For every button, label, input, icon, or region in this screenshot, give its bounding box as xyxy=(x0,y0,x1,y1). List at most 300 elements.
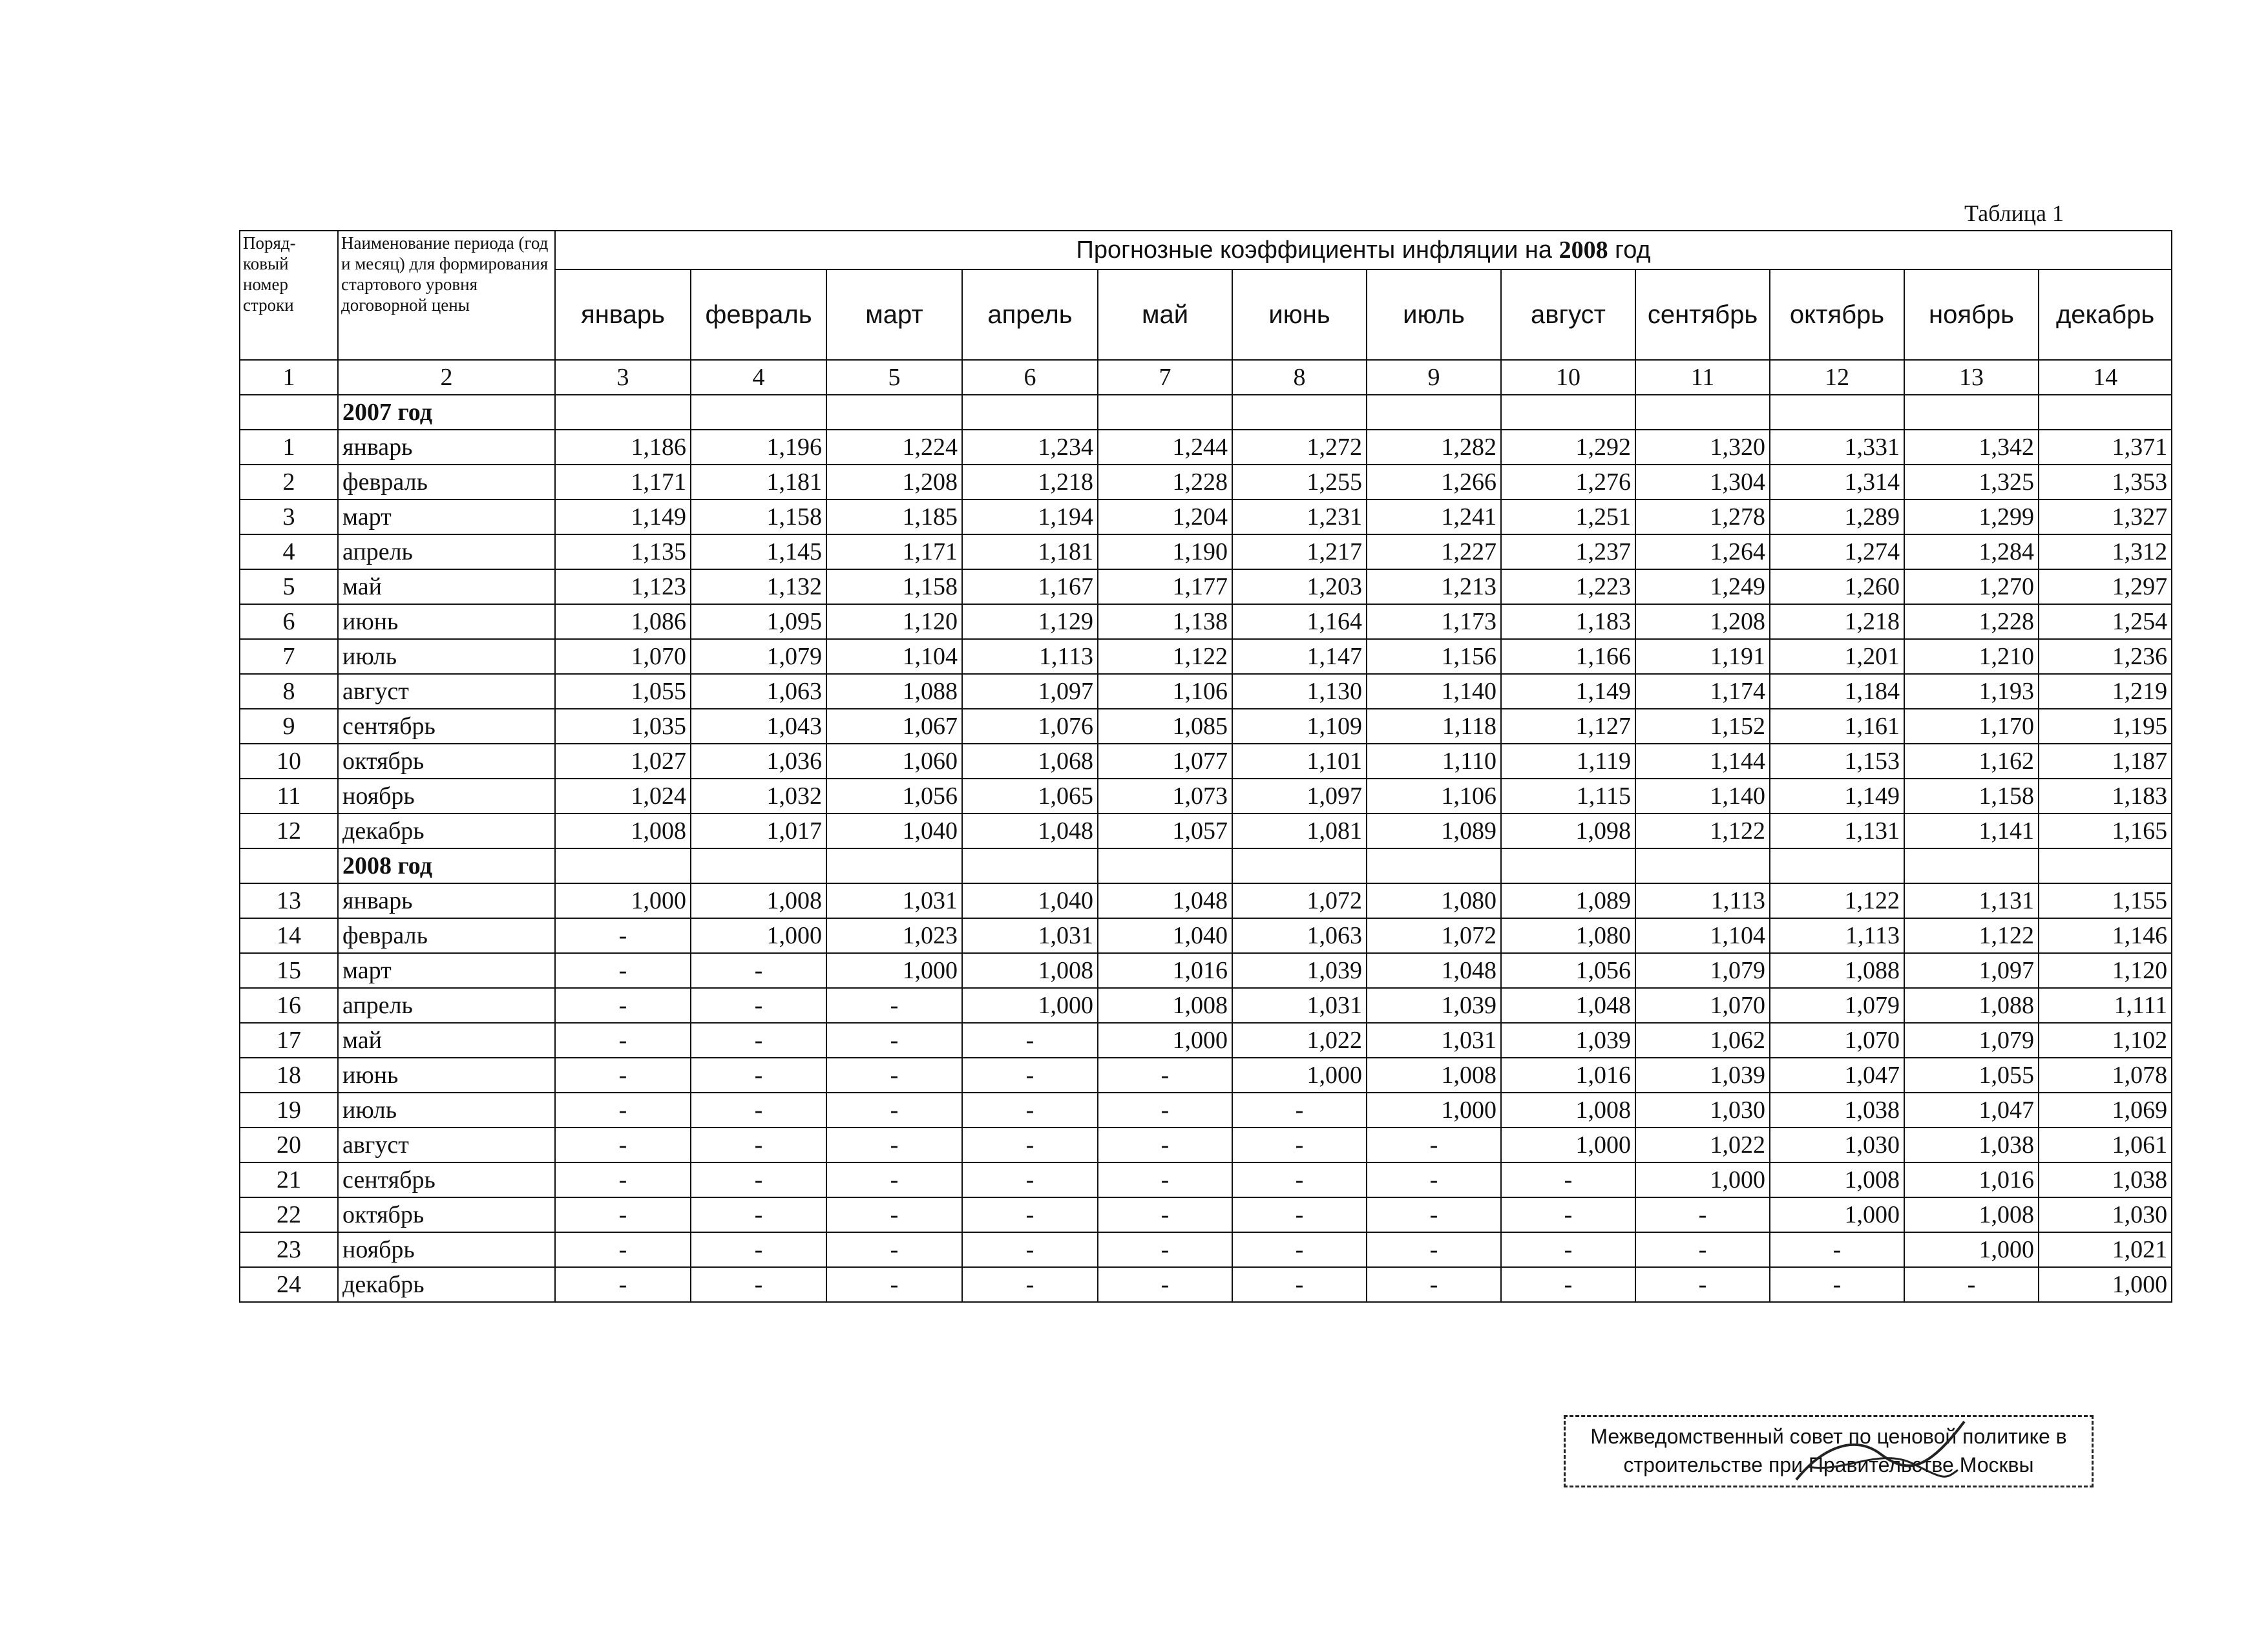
coefficient-cell: 1,244 xyxy=(1098,430,1232,465)
coefficient-cell: 1,141 xyxy=(1904,814,2039,848)
coefficient-cell: 1,031 xyxy=(1367,1023,1501,1058)
coefficient-cell: - xyxy=(691,1197,826,1232)
coefficient-cell: - xyxy=(1904,1267,2039,1302)
coefficient-cell: 1,181 xyxy=(691,465,826,499)
header-group-year: 2008 xyxy=(1559,236,1608,264)
row-number: 17 xyxy=(240,1023,338,1058)
coefficient-cell: 1,122 xyxy=(1770,883,1904,918)
year-row-empty xyxy=(1635,395,1770,430)
coefficient-cell: 1,223 xyxy=(1501,569,1635,604)
coefficient-cell: 1,040 xyxy=(1098,918,1232,953)
coefficient-cell: 1,155 xyxy=(2039,883,2172,918)
coefficient-cell: 1,023 xyxy=(826,918,962,953)
coefficient-cell: - xyxy=(962,1162,1098,1197)
coefficient-cell: 1,035 xyxy=(555,709,691,744)
column-index-10: 10 xyxy=(1501,360,1635,395)
coefficient-cell: - xyxy=(691,1128,826,1162)
row-period: август xyxy=(338,1128,555,1162)
inflation-coefficients-table xyxy=(239,230,2172,1303)
coefficient-cell: 1,177 xyxy=(1098,569,1232,604)
coefficient-cell: 1,016 xyxy=(1904,1162,2039,1197)
coefficient-cell: 1,201 xyxy=(1770,639,1904,674)
coefficient-cell: 1,039 xyxy=(1232,953,1367,988)
coefficient-cell: 1,070 xyxy=(1770,1023,1904,1058)
row-number: 20 xyxy=(240,1128,338,1162)
coefficient-cell: - xyxy=(962,1232,1098,1267)
coefficient-cell: 1,048 xyxy=(1501,988,1635,1023)
coefficient-cell: 1,185 xyxy=(826,499,962,534)
table-row xyxy=(240,1197,2172,1232)
coefficient-cell: - xyxy=(1501,1232,1635,1267)
coefficient-cell: 1,008 xyxy=(691,883,826,918)
coefficient-cell: - xyxy=(555,918,691,953)
coefficient-cell: 1,056 xyxy=(1501,953,1635,988)
coefficient-cell: 1,187 xyxy=(2039,744,2172,779)
table-row xyxy=(240,1093,2172,1128)
coefficient-cell: 1,274 xyxy=(1770,534,1904,569)
coefficient-cell: - xyxy=(691,1232,826,1267)
coefficient-cell: 1,073 xyxy=(1098,779,1232,814)
coefficient-cell: 1,140 xyxy=(1635,779,1770,814)
row-period: апрель xyxy=(338,534,555,569)
coefficient-cell: 1,060 xyxy=(826,744,962,779)
coefficient-cell: 1,008 xyxy=(1904,1197,2039,1232)
header-month-1: январь xyxy=(555,269,691,360)
column-index-9: 9 xyxy=(1367,360,1501,395)
coefficient-cell: - xyxy=(1635,1267,1770,1302)
header-month-7: июль xyxy=(1367,269,1501,360)
row-period: май xyxy=(338,1023,555,1058)
coefficient-cell: 1,000 xyxy=(1098,1023,1232,1058)
row-number: 9 xyxy=(240,709,338,744)
year-row-empty xyxy=(1635,848,1770,883)
coefficient-cell: 1,030 xyxy=(1770,1128,1904,1162)
coefficient-cell: 1,113 xyxy=(962,639,1098,674)
coefficient-cell: 1,067 xyxy=(826,709,962,744)
coefficient-cell: 1,120 xyxy=(2039,953,2172,988)
column-index-1: 1 xyxy=(240,360,338,395)
coefficient-cell: 1,264 xyxy=(1635,534,1770,569)
coefficient-cell: 1,104 xyxy=(826,639,962,674)
row-number: 23 xyxy=(240,1232,338,1267)
coefficient-cell: 1,039 xyxy=(1501,1023,1635,1058)
coefficient-cell: 1,055 xyxy=(555,674,691,709)
coefficient-cell: 1,085 xyxy=(1098,709,1232,744)
header-group-prefix: Прогнозные коэффициенты инфляции на xyxy=(1076,236,1553,264)
coefficient-cell: 1,008 xyxy=(1367,1058,1501,1093)
table-row xyxy=(240,1162,2172,1197)
coefficient-cell: - xyxy=(1232,1267,1367,1302)
table-row xyxy=(240,1232,2172,1267)
coefficient-cell: - xyxy=(1367,1267,1501,1302)
row-number: 24 xyxy=(240,1267,338,1302)
row-period: октябрь xyxy=(338,744,555,779)
coefficient-cell: - xyxy=(1098,1232,1232,1267)
coefficient-cell: 1,016 xyxy=(1501,1058,1635,1093)
coefficient-cell: 1,061 xyxy=(2039,1128,2172,1162)
coefficient-cell: 1,144 xyxy=(1635,744,1770,779)
coefficient-cell: 1,167 xyxy=(962,569,1098,604)
row-number: 3 xyxy=(240,499,338,534)
row-period: ноябрь xyxy=(338,1232,555,1267)
year-row-empty xyxy=(691,395,826,430)
coefficient-cell: - xyxy=(555,1093,691,1128)
coefficient-cell: 1,038 xyxy=(1770,1093,1904,1128)
coefficient-cell: 1,097 xyxy=(1232,779,1367,814)
table-row xyxy=(240,779,2172,814)
year-row-empty xyxy=(962,848,1098,883)
coefficient-cell: 1,056 xyxy=(826,779,962,814)
year-row-empty xyxy=(555,848,691,883)
table-row xyxy=(240,1023,2172,1058)
coefficient-cell: 1,158 xyxy=(1904,779,2039,814)
coefficient-cell: 1,149 xyxy=(1501,674,1635,709)
coefficient-cell: - xyxy=(555,953,691,988)
coefficient-cell: 1,106 xyxy=(1367,779,1501,814)
coefficient-cell: 1,080 xyxy=(1501,918,1635,953)
coefficient-cell: 1,266 xyxy=(1367,465,1501,499)
coefficient-cell: 1,227 xyxy=(1367,534,1501,569)
year-row-empty xyxy=(1501,848,1635,883)
table-row xyxy=(240,918,2172,953)
coefficient-cell: 1,008 xyxy=(1098,988,1232,1023)
coefficient-cell: - xyxy=(555,1232,691,1267)
coefficient-cell: 1,325 xyxy=(1904,465,2039,499)
header-month-5: май xyxy=(1098,269,1232,360)
coefficient-cell: 1,040 xyxy=(826,814,962,848)
row-number: 4 xyxy=(240,534,338,569)
coefficient-cell: 1,119 xyxy=(1501,744,1635,779)
coefficient-cell: 1,000 xyxy=(2039,1267,2172,1302)
coefficient-cell: - xyxy=(1098,1197,1232,1232)
coefficient-cell: 1,089 xyxy=(1501,883,1635,918)
coefficient-cell: 1,065 xyxy=(962,779,1098,814)
column-index-5: 5 xyxy=(826,360,962,395)
coefficient-cell: 1,203 xyxy=(1232,569,1367,604)
year-row-empty xyxy=(1367,395,1501,430)
coefficient-cell: - xyxy=(555,988,691,1023)
coefficient-cell: 1,145 xyxy=(691,534,826,569)
coefficient-cell: 1,079 xyxy=(1904,1023,2039,1058)
coefficient-cell: - xyxy=(1098,1093,1232,1128)
coefficient-cell: - xyxy=(1501,1197,1635,1232)
coefficient-cell: 1,204 xyxy=(1098,499,1232,534)
coefficient-cell: 1,078 xyxy=(2039,1058,2172,1093)
coefficient-cell: 1,327 xyxy=(2039,499,2172,534)
coefficient-cell: - xyxy=(962,1267,1098,1302)
header-row-number: Поряд-ковый номер строки xyxy=(240,231,338,360)
coefficient-cell: - xyxy=(1501,1267,1635,1302)
row-period: январь xyxy=(338,430,555,465)
row-period: август xyxy=(338,674,555,709)
table-row xyxy=(240,1128,2172,1162)
table-row xyxy=(240,465,2172,499)
table-row xyxy=(240,883,2172,918)
coefficient-cell: 1,036 xyxy=(691,744,826,779)
coefficient-cell: 1,069 xyxy=(2039,1093,2172,1128)
coefficient-cell: 1,130 xyxy=(1232,674,1367,709)
coefficient-cell: 1,270 xyxy=(1904,569,2039,604)
header-month-9: сентябрь xyxy=(1635,269,1770,360)
coefficient-cell: 1,181 xyxy=(962,534,1098,569)
coefficient-cell: 1,284 xyxy=(1904,534,2039,569)
coefficient-cell: 1,039 xyxy=(1635,1058,1770,1093)
coefficient-cell: 1,278 xyxy=(1635,499,1770,534)
coefficient-cell: - xyxy=(691,1267,826,1302)
row-period: март xyxy=(338,953,555,988)
coefficient-cell: 1,138 xyxy=(1098,604,1232,639)
year-section-row xyxy=(240,395,2172,430)
table-row xyxy=(240,709,2172,744)
year-row-empty xyxy=(1098,395,1232,430)
coefficient-cell: 1,115 xyxy=(1501,779,1635,814)
coefficient-cell: 1,048 xyxy=(1098,883,1232,918)
header-period-name: Наименование периода (год и месяц) для формирования стартового уровня договорной цены xyxy=(338,231,555,360)
coefficient-cell: 1,017 xyxy=(691,814,826,848)
table-caption: Таблица 1 xyxy=(1964,200,2064,226)
coefficient-cell: 1,086 xyxy=(555,604,691,639)
coefficient-cell: 1,255 xyxy=(1232,465,1367,499)
row-number: 22 xyxy=(240,1197,338,1232)
coefficient-cell: - xyxy=(1232,1162,1367,1197)
row-number: 13 xyxy=(240,883,338,918)
column-index-8: 8 xyxy=(1232,360,1367,395)
coefficient-cell: 1,184 xyxy=(1770,674,1904,709)
coefficient-cell: 1,030 xyxy=(1635,1093,1770,1128)
table-row xyxy=(240,534,2172,569)
coefficient-cell: 1,152 xyxy=(1635,709,1770,744)
coefficient-cell: 1,217 xyxy=(1232,534,1367,569)
coefficient-cell: 1,249 xyxy=(1635,569,1770,604)
coefficient-cell: 1,038 xyxy=(1904,1128,2039,1162)
coefficient-cell: 1,047 xyxy=(1904,1093,2039,1128)
coefficient-cell: - xyxy=(1501,1162,1635,1197)
coefficient-cell: - xyxy=(826,1162,962,1197)
coefficient-cell: 1,088 xyxy=(1770,953,1904,988)
coefficient-cell: 1,282 xyxy=(1367,430,1501,465)
coefficient-cell: 1,190 xyxy=(1098,534,1232,569)
row-period: июнь xyxy=(338,1058,555,1093)
row-period: октябрь xyxy=(338,1197,555,1232)
coefficient-cell: - xyxy=(826,1267,962,1302)
coefficient-cell: 1,047 xyxy=(1770,1058,1904,1093)
coefficient-cell: 1,048 xyxy=(962,814,1098,848)
coefficient-cell: 1,038 xyxy=(2039,1162,2172,1197)
coefficient-cell: 1,070 xyxy=(1635,988,1770,1023)
table-row xyxy=(240,1267,2172,1302)
coefficient-cell: 1,234 xyxy=(962,430,1098,465)
coefficient-cell: 1,079 xyxy=(1635,953,1770,988)
coefficient-cell: 1,186 xyxy=(555,430,691,465)
row-period: июнь xyxy=(338,604,555,639)
header-group-suffix: год xyxy=(1615,236,1651,264)
coefficient-cell: 1,260 xyxy=(1770,569,1904,604)
year-row-empty xyxy=(1098,848,1232,883)
table-row xyxy=(240,1058,2172,1093)
row-period: июль xyxy=(338,639,555,674)
coefficient-cell: 1,342 xyxy=(1904,430,2039,465)
coefficient-cell: 1,195 xyxy=(2039,709,2172,744)
column-index-3: 3 xyxy=(555,360,691,395)
coefficient-cell: 1,000 xyxy=(555,883,691,918)
row-period: декабрь xyxy=(338,1267,555,1302)
signature-mark xyxy=(1783,1409,1977,1499)
coefficient-cell: 1,008 xyxy=(962,953,1098,988)
coefficient-cell: 1,118 xyxy=(1367,709,1501,744)
coefficient-cell: - xyxy=(1232,1093,1367,1128)
coefficient-cell: 1,000 xyxy=(1367,1093,1501,1128)
coefficient-cell: - xyxy=(826,1128,962,1162)
coefficient-cell: 1,122 xyxy=(1904,918,2039,953)
row-number: 19 xyxy=(240,1093,338,1128)
coefficient-cell: 1,331 xyxy=(1770,430,1904,465)
coefficient-cell: 1,314 xyxy=(1770,465,1904,499)
coefficient-cell: 1,030 xyxy=(2039,1197,2172,1232)
coefficient-cell: 1,072 xyxy=(1232,883,1367,918)
coefficient-cell: 1,251 xyxy=(1501,499,1635,534)
coefficient-cell: 1,149 xyxy=(1770,779,1904,814)
coefficient-cell: 1,208 xyxy=(1635,604,1770,639)
coefficient-cell: 1,158 xyxy=(691,499,826,534)
coefficient-cell: 1,081 xyxy=(1232,814,1367,848)
coefficient-cell: 1,194 xyxy=(962,499,1098,534)
coefficient-cell: 1,129 xyxy=(962,604,1098,639)
row-period: июль xyxy=(338,1093,555,1128)
coefficient-cell: 1,158 xyxy=(826,569,962,604)
coefficient-cell: - xyxy=(555,1058,691,1093)
coefficient-cell: 1,057 xyxy=(1098,814,1232,848)
coefficient-cell: 1,031 xyxy=(826,883,962,918)
row-number: 15 xyxy=(240,953,338,988)
coefficient-cell: 1,171 xyxy=(826,534,962,569)
coefficient-cell: 1,292 xyxy=(1501,430,1635,465)
coefficient-cell: 1,165 xyxy=(2039,814,2172,848)
coefficient-cell: 1,089 xyxy=(1367,814,1501,848)
year-section-row xyxy=(240,848,2172,883)
coefficient-cell: 1,079 xyxy=(691,639,826,674)
row-period: сентябрь xyxy=(338,1162,555,1197)
row-number: 14 xyxy=(240,918,338,953)
coefficient-cell: 1,040 xyxy=(962,883,1098,918)
coefficient-cell: 1,231 xyxy=(1232,499,1367,534)
coefficient-cell: - xyxy=(962,1058,1098,1093)
coefficient-cell: - xyxy=(1367,1128,1501,1162)
table-row xyxy=(240,639,2172,674)
coefficient-cell: 1,173 xyxy=(1367,604,1501,639)
table-row xyxy=(240,430,2172,465)
header-month-10: октябрь xyxy=(1770,269,1904,360)
coefficient-cell: 1,113 xyxy=(1770,918,1904,953)
row-number: 18 xyxy=(240,1058,338,1093)
coefficient-cell: 1,170 xyxy=(1904,709,2039,744)
coefficient-cell: - xyxy=(826,1058,962,1093)
coefficient-cell: 1,120 xyxy=(826,604,962,639)
coefficient-cell: 1,024 xyxy=(555,779,691,814)
coefficient-cell: - xyxy=(826,988,962,1023)
column-index-4: 4 xyxy=(691,360,826,395)
coefficient-cell: - xyxy=(555,1128,691,1162)
row-number: 16 xyxy=(240,988,338,1023)
coefficient-cell: 1,021 xyxy=(2039,1232,2172,1267)
row-period: январь xyxy=(338,883,555,918)
stamp-line-1: Межведомственный совет по ценовой политике в xyxy=(1590,1425,2067,1448)
coefficient-cell: 1,228 xyxy=(1098,465,1232,499)
header-month-12: декабрь xyxy=(2039,269,2172,360)
coefficient-cell: - xyxy=(1635,1197,1770,1232)
row-number: 12 xyxy=(240,814,338,848)
coefficient-cell: - xyxy=(1367,1162,1501,1197)
coefficient-cell: 1,070 xyxy=(555,639,691,674)
row-period: ноябрь xyxy=(338,779,555,814)
year-row-empty xyxy=(1501,395,1635,430)
coefficient-cell: 1,008 xyxy=(1770,1162,1904,1197)
row-period: февраль xyxy=(338,918,555,953)
coefficient-cell: - xyxy=(1367,1197,1501,1232)
coefficient-cell: 1,123 xyxy=(555,569,691,604)
row-period: май xyxy=(338,569,555,604)
coefficient-cell: 1,077 xyxy=(1098,744,1232,779)
row-period: апрель xyxy=(338,988,555,1023)
coefficient-cell: 1,088 xyxy=(826,674,962,709)
coefficient-cell: 1,219 xyxy=(2039,674,2172,709)
coefficient-cell: - xyxy=(1098,1058,1232,1093)
coefficient-cell: 1,183 xyxy=(2039,779,2172,814)
coefficient-cell: - xyxy=(1770,1232,1904,1267)
coefficient-cell: 1,031 xyxy=(962,918,1098,953)
coefficient-cell: - xyxy=(691,988,826,1023)
coefficient-cell: 1,193 xyxy=(1904,674,2039,709)
coefficient-cell: 1,022 xyxy=(1232,1023,1367,1058)
table-row xyxy=(240,604,2172,639)
row-number: 5 xyxy=(240,569,338,604)
coefficient-cell: - xyxy=(962,1128,1098,1162)
coefficient-cell: 1,000 xyxy=(1232,1058,1367,1093)
coefficient-cell: 1,312 xyxy=(2039,534,2172,569)
table-row xyxy=(240,953,2172,988)
coefficient-cell: 1,208 xyxy=(826,465,962,499)
coefficient-cell: 1,101 xyxy=(1232,744,1367,779)
coefficient-cell: 1,174 xyxy=(1635,674,1770,709)
coefficient-cell: - xyxy=(1367,1232,1501,1267)
year-row-empty xyxy=(826,848,962,883)
year-row-empty xyxy=(962,395,1098,430)
coefficient-cell: - xyxy=(555,1267,691,1302)
row-number: 8 xyxy=(240,674,338,709)
coefficient-cell: 1,236 xyxy=(2039,639,2172,674)
column-index-14: 14 xyxy=(2039,360,2172,395)
coefficient-cell: 1,191 xyxy=(1635,639,1770,674)
coefficient-cell: 1,095 xyxy=(691,604,826,639)
coefficient-cell: 1,000 xyxy=(1904,1232,2039,1267)
column-index-6: 6 xyxy=(962,360,1098,395)
row-period: февраль xyxy=(338,465,555,499)
coefficient-cell: - xyxy=(1232,1232,1367,1267)
coefficient-cell: 1,149 xyxy=(555,499,691,534)
coefficient-cell: 1,079 xyxy=(1770,988,1904,1023)
row-number: 7 xyxy=(240,639,338,674)
coefficient-cell: 1,098 xyxy=(1501,814,1635,848)
coefficient-cell: 1,171 xyxy=(555,465,691,499)
row-number: 2 xyxy=(240,465,338,499)
coefficient-cell: 1,213 xyxy=(1367,569,1501,604)
row-number: 11 xyxy=(240,779,338,814)
table-row xyxy=(240,744,2172,779)
column-index-7: 7 xyxy=(1098,360,1232,395)
coefficient-cell: 1,162 xyxy=(1904,744,2039,779)
coefficient-cell: - xyxy=(1770,1267,1904,1302)
coefficient-cell: 1,289 xyxy=(1770,499,1904,534)
coefficient-cell: 1,131 xyxy=(1770,814,1904,848)
